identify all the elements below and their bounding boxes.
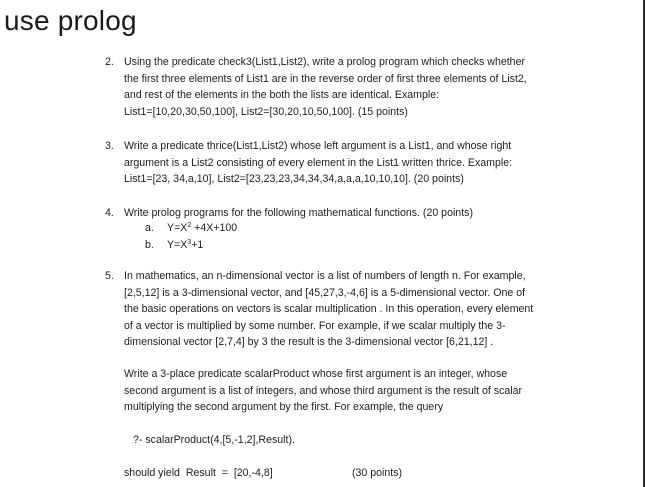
question-text: Using the predicate check3(List1,List2), write a prolog program which checks whether the first three elements of List1 are in the reverse order of first three elements of List2, and rest of the elements in the both the lists are identical. Example: List1=[10,20,30,50,100], List2=[30,20,10,50,100]. (15 points)	[124, 56, 527, 118]
exponent: 3	[187, 239, 192, 246]
exponent: 2	[187, 222, 192, 229]
paragraph-text: Write a 3-place predicate scalarProduct whose first argument is an integer, whose second argument is a list of integers, and whose third argument is the result of scalar multiplying the second argument by the first. For example, the query	[124, 368, 523, 414]
question-5-paragraph-2	[105, 366, 625, 416]
question-text: Write a predicate thrice(List1,List2) whose left argument is a List1, and whose right argument is a List2 consisting of every element in the List1 written thrice. Example: List1=[23, 34,a,10], List2=[23,23,23,34,34,34,a,a,a,10,10,10]. (20 points)	[124, 140, 513, 186]
page-title: use prolog	[4, 5, 137, 36]
points-label: (30 points)	[352, 467, 403, 479]
question-number: 5.	[105, 270, 114, 282]
function-item-a	[145, 220, 237, 237]
question-3	[105, 138, 625, 188]
item-letter: a.	[145, 222, 154, 234]
example-query: ?- scalarProduct(4,[5,-1,2],Result).	[133, 434, 295, 446]
equation-rest: +1	[191, 239, 204, 251]
question-number: 4.	[105, 207, 114, 219]
question-text: In mathematics, an n-dimensional vector is a list of numbers of length n. For example, [2,5,12] is a 3-dimensional vector, and [45,27,3,-4,6] is a 5-dimensional vector. One of the basic operations on vectors is scalar multiplication . In this operation, every element of a vector is multiplied by some number. For example, if we scalar multiply the 3- dimensional vector [2,7,4] by 3 the result is the 3-dimensional vector [6,21,12] .	[124, 270, 534, 349]
equation-lhs: Y=X	[167, 239, 188, 251]
question-2	[105, 54, 625, 120]
question-5	[105, 268, 625, 351]
expected-result: should yield Result = [20,-4,8]	[124, 467, 273, 479]
item-letter: b.	[145, 239, 154, 251]
equation-lhs: Y=X	[167, 222, 188, 234]
equation-rest: +4X+100	[191, 222, 238, 234]
question-number: 3.	[105, 140, 114, 152]
question-number: 2.	[105, 56, 114, 68]
function-item-b	[145, 237, 203, 254]
question-text: Write prolog programs for the following mathematical functions. (20 points)	[124, 207, 473, 219]
